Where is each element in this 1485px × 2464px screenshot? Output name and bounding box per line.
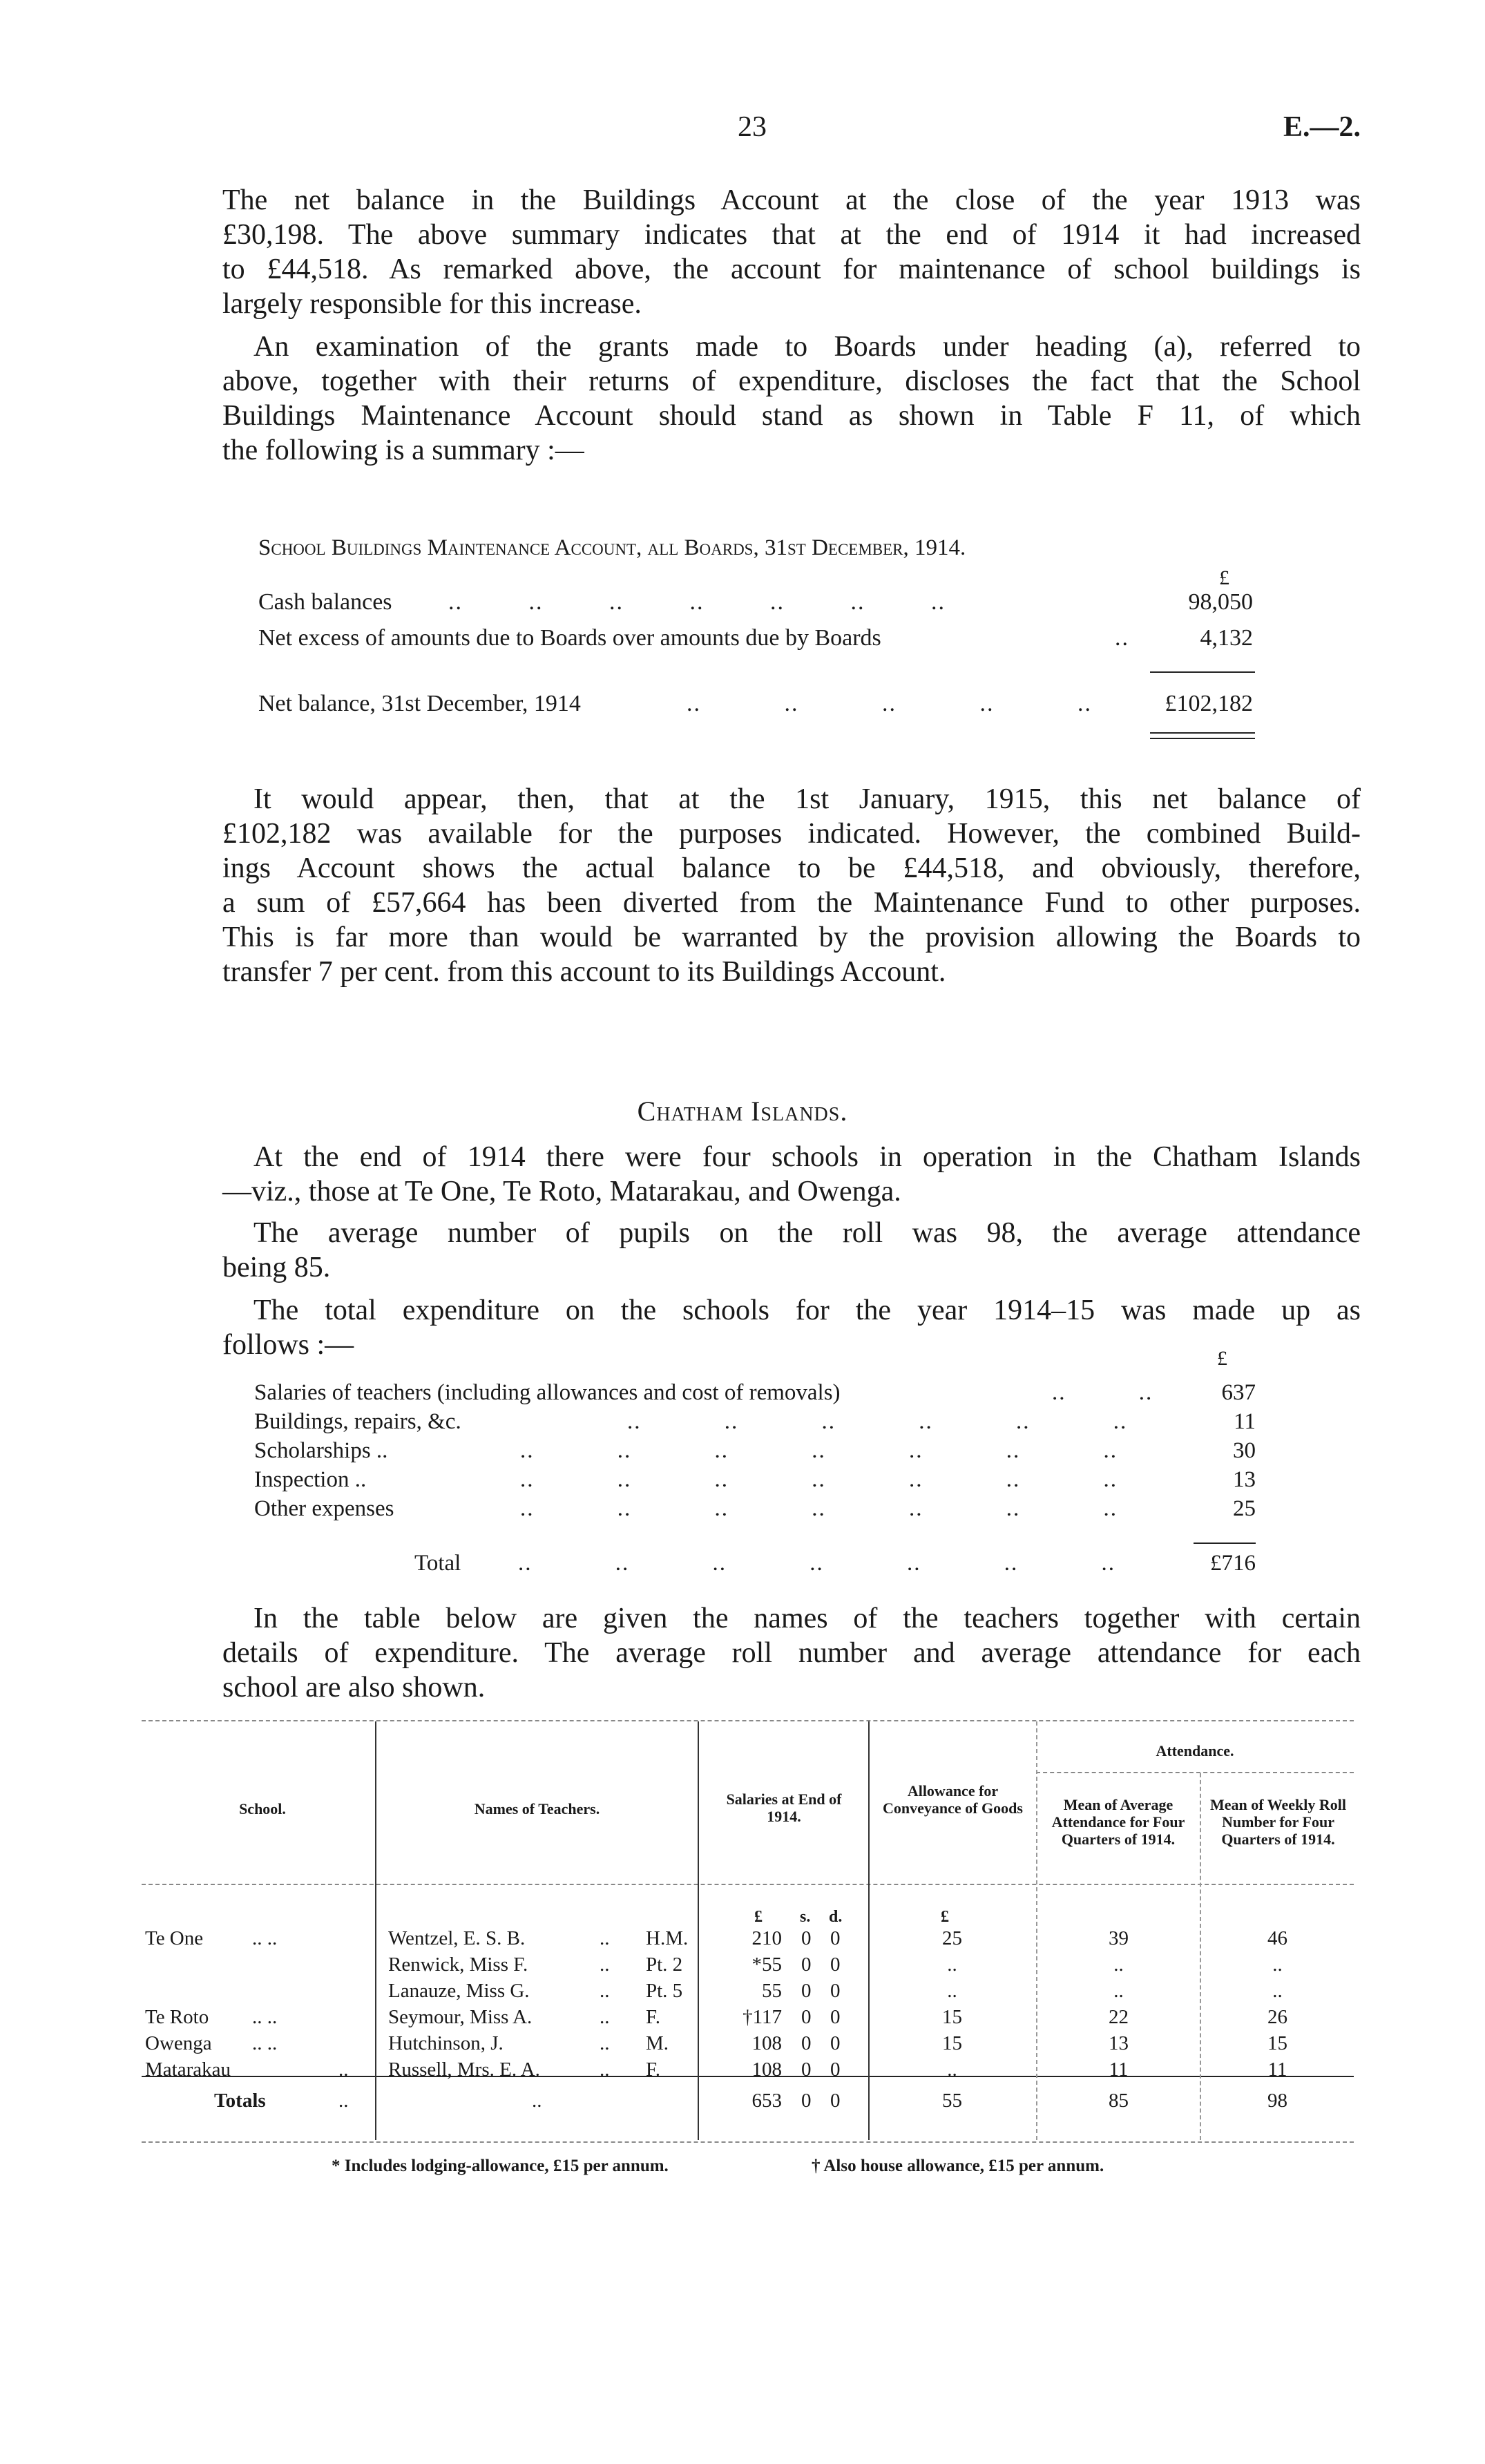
row-label: Total bbox=[414, 1551, 461, 1576]
text-line: The average number of pupils on the roll was 98, the average attendance bbox=[253, 1217, 1361, 1249]
cell-attendance: 11 bbox=[1109, 2059, 1129, 2081]
text-line: —viz., those at Te One, Te Roto, Matarakau, and Owenga. bbox=[222, 1176, 901, 1207]
currency-label: £ bbox=[1217, 1347, 1227, 1370]
text-line: Buildings Maintenance Account should stand as shown in Table F 11, of which bbox=[222, 400, 1361, 432]
text-line: £30,198. The above summary indicates that at the end of 1914 it had increased bbox=[222, 219, 1361, 251]
totals-attendance: 85 bbox=[1109, 2090, 1129, 2112]
maintenance-total bbox=[258, 691, 1253, 717]
cell-salary-pounds: †117 bbox=[742, 2006, 782, 2028]
cell-teacher-name: Hutchinson, J. bbox=[388, 2032, 504, 2054]
cell-allowance: .. bbox=[947, 2059, 957, 2081]
row-value: 25 bbox=[1233, 1496, 1256, 1521]
cell-roll: 46 bbox=[1267, 1927, 1287, 1949]
header-salaries: Salaries at End of 1914. bbox=[726, 1790, 842, 1825]
cell-attendance: 22 bbox=[1109, 2006, 1129, 2028]
cell-roll: .. bbox=[1272, 1980, 1283, 2002]
cell-teacher-name: Lanauze, Miss G. bbox=[388, 1980, 530, 2002]
column-divider bbox=[698, 1721, 699, 2140]
leader-dots: .. .. .. .. .. .. .. bbox=[448, 589, 946, 615]
cell-name-dots: .. bbox=[600, 1927, 610, 1949]
text-line: This is far more than would be warranted by the provision allowing the Boards to bbox=[222, 921, 1361, 953]
cell-salary-pounds: 210 bbox=[751, 1927, 782, 1949]
cell-teacher-name: Russell, Mrs. E. A. bbox=[388, 2059, 540, 2081]
text-line: school are also shown. bbox=[222, 1672, 486, 1703]
cell-name-dots: .. bbox=[600, 2059, 610, 2081]
cell-name-dots: .. bbox=[600, 2032, 610, 2054]
cell-attendance: 39 bbox=[1109, 1927, 1129, 1949]
leader-dots: .. .. bbox=[1052, 1380, 1153, 1405]
header-mean-attendance: Mean of Average Attendance for Four Quarters of 1914. bbox=[1051, 1796, 1185, 1848]
rule-line bbox=[1150, 671, 1255, 673]
paragraph-pupils bbox=[222, 1216, 1361, 1285]
cell-school: Te Roto bbox=[145, 2006, 209, 2028]
cell-attendance: 13 bbox=[1109, 2032, 1129, 2054]
row-label: Inspection .. bbox=[254, 1467, 367, 1492]
expenditure-row bbox=[254, 1496, 1256, 1522]
cell-allowance: 25 bbox=[942, 1927, 962, 1949]
text-line: The net balance in the Buildings Account at the close of the year 1913 was bbox=[222, 184, 1361, 216]
cell-teacher-name: Seymour, Miss A. bbox=[388, 2006, 533, 2028]
maintenance-title: School Buildings Maintenance Account, all Boards, 31st December, 1914. bbox=[258, 535, 966, 560]
row-label: Cash balances bbox=[258, 589, 392, 615]
cell-school: Owenga bbox=[145, 2032, 212, 2054]
text-line: largely responsible for this increase. bbox=[222, 288, 642, 320]
leader-dots: .. .. .. .. .. bbox=[687, 691, 1092, 716]
cell-allowance: 15 bbox=[942, 2032, 962, 2054]
cell-salary-pence: 0 bbox=[830, 2059, 841, 2081]
unit-allowance: £ bbox=[941, 1908, 949, 1926]
cell-roll: .. bbox=[1272, 1954, 1283, 1976]
cell-salary-shillings: 0 bbox=[801, 1927, 812, 1949]
row-value: £716 bbox=[1210, 1551, 1256, 1576]
currency-label: £ bbox=[1219, 566, 1229, 589]
cell-salary-shillings: 0 bbox=[801, 1980, 812, 2002]
cell-allowance: .. bbox=[947, 1980, 957, 2002]
footnote-star: * Includes lodging-allowance, £15 per annum. bbox=[332, 2157, 669, 2175]
text-line: The total expenditure on the schools for the year 1914–15 was made up as bbox=[253, 1295, 1361, 1326]
leader-dots: .. .. .. .. .. .. .. bbox=[520, 1438, 1118, 1463]
column-divider bbox=[375, 1721, 376, 2140]
row-value: 13 bbox=[1233, 1467, 1256, 1492]
cell-name-dots: .. bbox=[600, 2006, 610, 2028]
text-line: follows :— bbox=[222, 1329, 354, 1361]
cell-salary-shillings: 0 bbox=[801, 2006, 812, 2028]
paragraph-grants-examination bbox=[222, 330, 1361, 468]
cell-rank: F. bbox=[646, 2059, 661, 2081]
totals-allowance: 55 bbox=[942, 2090, 962, 2112]
totals-shillings: 0 bbox=[801, 2090, 812, 2112]
cell-salary-shillings: 0 bbox=[801, 1954, 812, 1976]
cell-salary-pence: 0 bbox=[830, 2006, 841, 2028]
row-label: Other expenses bbox=[254, 1496, 394, 1521]
cell-name-dots: .. bbox=[600, 1954, 610, 1976]
row-value: 4,132 bbox=[1200, 625, 1253, 651]
header-allowance: Allowance for Conveyance of Goods bbox=[883, 1782, 1023, 1817]
row-label: Salaries of teachers (including allowances and cost of removals) bbox=[254, 1380, 841, 1405]
cell-teacher-name: Wentzel, E. S. B. bbox=[388, 1927, 526, 1949]
totals-roll: 98 bbox=[1267, 2090, 1287, 2112]
maintenance-row bbox=[258, 589, 1253, 615]
table-bottom-rule bbox=[142, 2141, 1354, 2143]
expenditure-row bbox=[254, 1409, 1256, 1435]
header-bottom-rule bbox=[142, 1884, 1354, 1885]
page-number: 23 bbox=[738, 111, 767, 143]
cell-roll: 15 bbox=[1267, 2032, 1287, 2054]
text-line: ings Account shows the actual balance to be £44,518, and obviously, therefore, bbox=[222, 852, 1361, 884]
text-line: At the end of 1914 there were four schools in operation in the Chatham Islands bbox=[253, 1141, 1361, 1173]
cell-roll: 26 bbox=[1267, 2006, 1287, 2028]
double-rule-line bbox=[1150, 732, 1255, 734]
cell-salary-pence: 0 bbox=[830, 2032, 841, 2054]
header-school: School. bbox=[239, 1800, 286, 1817]
cell-rank: H.M. bbox=[646, 1927, 689, 1949]
cell-salary-shillings: 0 bbox=[801, 2059, 812, 2081]
cell-allowance: 15 bbox=[942, 2006, 962, 2028]
section-heading: Chatham Islands. bbox=[637, 1096, 848, 1127]
paragraph-buildings-balance bbox=[222, 183, 1361, 321]
cell-salary-shillings: 0 bbox=[801, 2032, 812, 2054]
row-value: 637 bbox=[1221, 1380, 1256, 1405]
cell-salary-pounds: 55 bbox=[762, 1980, 782, 2002]
cell-school-dots: .. .. bbox=[252, 2032, 278, 2054]
cell-rank: Pt. 5 bbox=[646, 1980, 683, 2002]
unit-pounds: £ bbox=[754, 1908, 763, 1926]
header-names: Names of Teachers. bbox=[474, 1800, 600, 1817]
rule-line bbox=[1194, 1543, 1256, 1544]
cell-salary-pence: 0 bbox=[830, 1927, 841, 1949]
leader-dots: .. .. .. .. .. .. .. bbox=[520, 1496, 1118, 1521]
header-mean-roll: Mean of Weekly Roll Number for Four Quarters of 1914. bbox=[1210, 1796, 1346, 1848]
cell-rank: F. bbox=[646, 2006, 661, 2028]
cell-salary-pounds: 108 bbox=[751, 2032, 782, 2054]
cell-school-dots: .. .. bbox=[252, 1927, 278, 1949]
double-rule-line bbox=[1150, 738, 1255, 739]
text-line: the following is a summary :— bbox=[222, 434, 584, 466]
leader-dots: .. .. .. .. .. .. .. bbox=[520, 1467, 1118, 1492]
footnote-dagger: † Also house allowance, £15 per annum. bbox=[812, 2157, 1104, 2175]
paragraph-schools bbox=[222, 1140, 1361, 1209]
cell-attendance: .. bbox=[1113, 1954, 1124, 1976]
cell-rank: Pt. 2 bbox=[646, 1954, 683, 1976]
text-line: It would appear, then, that at the 1st January, 1915, this net balance of bbox=[253, 783, 1361, 815]
cell-name-dots: .. bbox=[600, 1980, 610, 2002]
cell-rank: M. bbox=[646, 2032, 669, 2054]
cell-school-dots: .. bbox=[338, 2059, 349, 2081]
text-line: An examination of the grants made to Boards under heading (a), referred to bbox=[253, 331, 1361, 363]
cell-school: Matarakau bbox=[145, 2059, 231, 2081]
maintenance-row bbox=[258, 625, 1253, 651]
row-label: Buildings, repairs, &c. bbox=[254, 1409, 461, 1434]
cell-roll: 11 bbox=[1267, 2059, 1287, 2081]
text-line: being 85. bbox=[222, 1252, 331, 1283]
attendance-rule bbox=[1036, 1772, 1354, 1773]
cell-salary-pence: 0 bbox=[830, 1980, 841, 2002]
row-label: Scholarships .. bbox=[254, 1438, 388, 1463]
cell-attendance: .. bbox=[1113, 1980, 1124, 2002]
row-value: £102,182 bbox=[1165, 691, 1253, 716]
text-line: details of expenditure. The average roll number and average attendance for each bbox=[222, 1637, 1361, 1669]
totals-label: Totals bbox=[214, 2090, 266, 2112]
leader-dots: .. .. .. .. .. .. bbox=[627, 1409, 1128, 1434]
expenditure-total bbox=[414, 1551, 1256, 1576]
expenditure-row bbox=[254, 1467, 1256, 1493]
row-value: 30 bbox=[1233, 1438, 1256, 1463]
cell-school-dots: .. .. bbox=[252, 2006, 278, 2028]
text-line: to £44,518. As remarked above, the account for maintenance of school buildings is bbox=[222, 254, 1361, 285]
text-line: £102,182 was available for the purposes indicated. However, the combined Build- bbox=[222, 818, 1361, 850]
unit-pence: d. bbox=[829, 1908, 843, 1926]
cell-teacher-name: Renwick, Miss F. bbox=[388, 1954, 528, 1976]
row-label: Net balance, 31st December, 1914 bbox=[258, 691, 581, 716]
row-value: 98,050 bbox=[1188, 589, 1253, 615]
cell-allowance: .. bbox=[947, 1954, 957, 1976]
table-top-rule bbox=[142, 1720, 1354, 1721]
totals-label-dots: .. bbox=[338, 2090, 349, 2112]
leader-dots: .. bbox=[1115, 625, 1129, 651]
unit-shillings: s. bbox=[800, 1908, 811, 1926]
expenditure-row bbox=[254, 1380, 1256, 1406]
totals-pence: 0 bbox=[830, 2090, 841, 2112]
row-value: 11 bbox=[1234, 1409, 1256, 1434]
cell-salary-pounds: 108 bbox=[751, 2059, 782, 2081]
text-line: transfer 7 per cent. from this account to its Buildings Account. bbox=[222, 956, 946, 988]
text-line: In the table below are given the names of the teachers together with certain bbox=[253, 1603, 1361, 1634]
row-label: Net excess of amounts due to Boards over amounts due by Boards bbox=[258, 625, 881, 651]
expenditure-row bbox=[254, 1438, 1256, 1464]
paragraph-table-intro bbox=[222, 1601, 1361, 1705]
cell-school: Te One bbox=[145, 1927, 204, 1949]
header-attendance: Attendance. bbox=[1156, 1742, 1234, 1759]
paragraph-net-balance bbox=[222, 782, 1361, 989]
cell-salary-pounds: *55 bbox=[751, 1954, 782, 1976]
totals-pounds: 653 bbox=[751, 2090, 782, 2112]
leader-dots: .. .. .. .. .. .. .. bbox=[518, 1551, 1115, 1576]
paragraph-expenditure bbox=[222, 1293, 1361, 1362]
text-line: above, together with their returns of expenditure, discloses the fact that the School bbox=[222, 365, 1361, 397]
cell-salary-pence: 0 bbox=[830, 1954, 841, 1976]
report-code: E.—2. bbox=[1283, 111, 1361, 143]
text-line: a sum of £57,664 has been diverted from the Maintenance Fund to other purposes. bbox=[222, 887, 1361, 919]
totals-names-dots: .. bbox=[532, 2090, 542, 2112]
